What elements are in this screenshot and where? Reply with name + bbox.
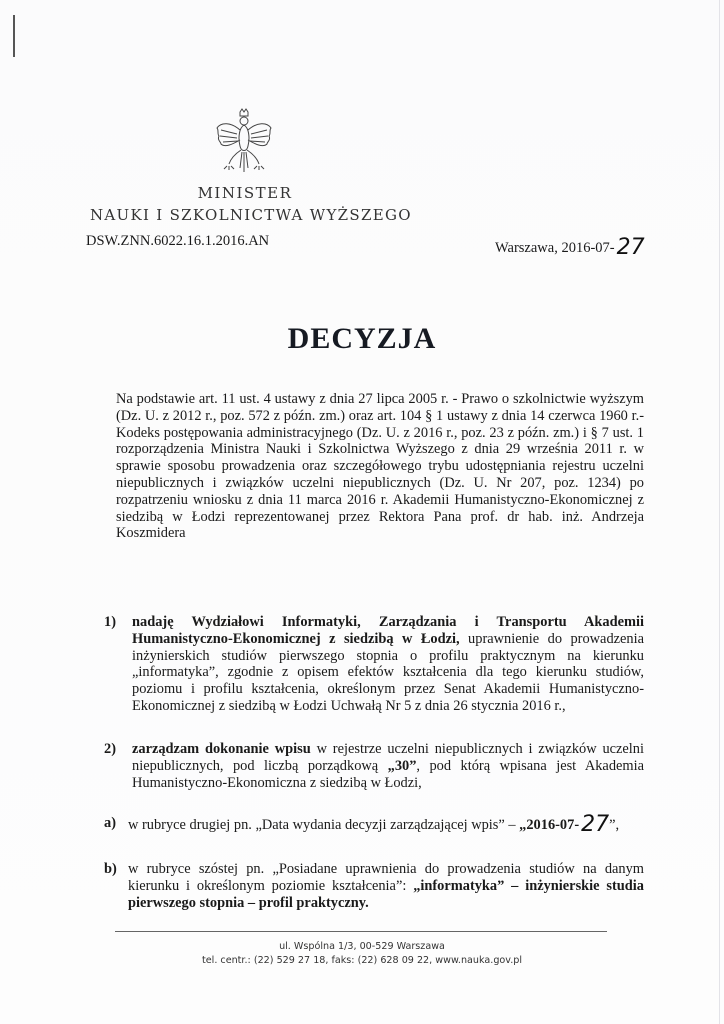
register-number: „30” [387, 757, 417, 774]
sub-item-b [104, 861, 644, 911]
printed-place-date: Warszawa, 2016-07- [495, 240, 615, 256]
reference-number: DSW.ZNN.6022.16.1.2016.AN [86, 233, 270, 249]
sub-item-bold-text: „informatyka” – inżynierskie studia pierwszego stopnia – profil praktyczny. [128, 877, 644, 911]
footer-divider [115, 931, 607, 932]
sub-item-text: w rubryce szóstej pn. „Posiadane uprawnienia do prowadzenia studiów na danym kierunku i określonym poziomie kształcenia”: [128, 861, 644, 894]
minister-heading: MINISTER [197, 184, 293, 202]
closing-quote: ”, [609, 817, 620, 833]
item-text: w rejestrze uczelni niepublicznych i związków uczelni niepublicznych, pod liczbą porządkową [132, 741, 644, 774]
sub-item-letter: b) [104, 861, 117, 877]
sub-item-letter: a) [104, 815, 116, 831]
polish-eagle-emblem-icon [213, 108, 275, 176]
footer [0, 940, 724, 968]
decision-item-1 [104, 614, 644, 715]
item-bold-text: zarządzam dokonanie wpisu [132, 741, 311, 757]
item-number: 2) [104, 741, 116, 757]
sub-item-text: w rubryce drugiej pn. „Data wydania decyzji zarządzającej wpis” – [128, 817, 520, 833]
item-text: , pod którą wpisana jest Akademia Humanistyczno-Ekonomiczna z siedzibą w Łodzi, [132, 757, 644, 791]
handwritten-day: 27 [581, 812, 610, 837]
place-and-date [495, 233, 645, 258]
footer-contact: tel. centr.: (22) 529 27 18, faks: (22) 628 09 22, www.nauka.gov.pl [201, 955, 523, 966]
legal-basis-paragraph: Na podstawie art. 11 ust. 4 ustawy z dnia 27 lipca 2005 r. - Prawo o szkolnictwie wyższym (Dz. U. z 2012 r., poz. 572 z późn. zm.) oraz art. 104 § 1 ustawy z dnia 14 czerwca 1960 r.- Kodeks postępowania administracyjnego (Dz. U. z 2016 r., poz. 23 z późn. zm.) i § 7 ust. 1 rozporządzenia Ministra Nauki i Szkolnictwa Wyższego z dnia 29 września 2011 r. w sprawie sposobu prowadzenia oraz szczegółowego trybu udostępniania rejestru uczelni niepublicznych i związków uczelni niepublicznych (Dz. U. Nr 207, poz. 1234) po rozpatrzeniu wniosku z dnia 11 marca 2016 r. Akademii Humanistyczno-Ekonomicznej z siedzibą w Łodzi reprezentowanej przez Rektora Pana prof. dr hab. inż. Andrzeja Koszmidera [116, 391, 644, 542]
item-bold-text: nadaję Wydziałowi Informatyki, Zarządzania i Transportu Akademii Humanistyczno-Ekonomicznej z siedzibą w Łodzi, [132, 614, 644, 647]
scan-edge-mark [13, 15, 15, 57]
decision-item-2 [104, 741, 644, 791]
page-edge [719, 0, 720, 1024]
decision-date: „2016-07- [519, 817, 580, 833]
ministry-heading: NAUKI I SZKOLNICTWA WYŻSZEGO [90, 206, 412, 224]
document-title: DECYZJA [287, 322, 437, 355]
item-text: uprawnienie do prowadzenia inżynierskich studiów pierwszego stopnia o profilu praktycznym na kierunku „informatyka”, zgodnie z opisem efektów kształcenia dla tego kierunku studiów, poziomu i profilu kształcenia, określonym przez Senat Akademii Humanistyczno-Ekonomicznej z siedzibą w Łodzi Uchwałą Nr 5 z dnia 26 stycznia 2016 r., [132, 630, 644, 714]
item-number: 1) [104, 614, 116, 630]
footer-address: ul. Wspólna 1/3, 00-529 Warszawa [279, 941, 445, 952]
handwritten-day: 27 [616, 235, 645, 260]
sub-item-a [104, 812, 644, 837]
